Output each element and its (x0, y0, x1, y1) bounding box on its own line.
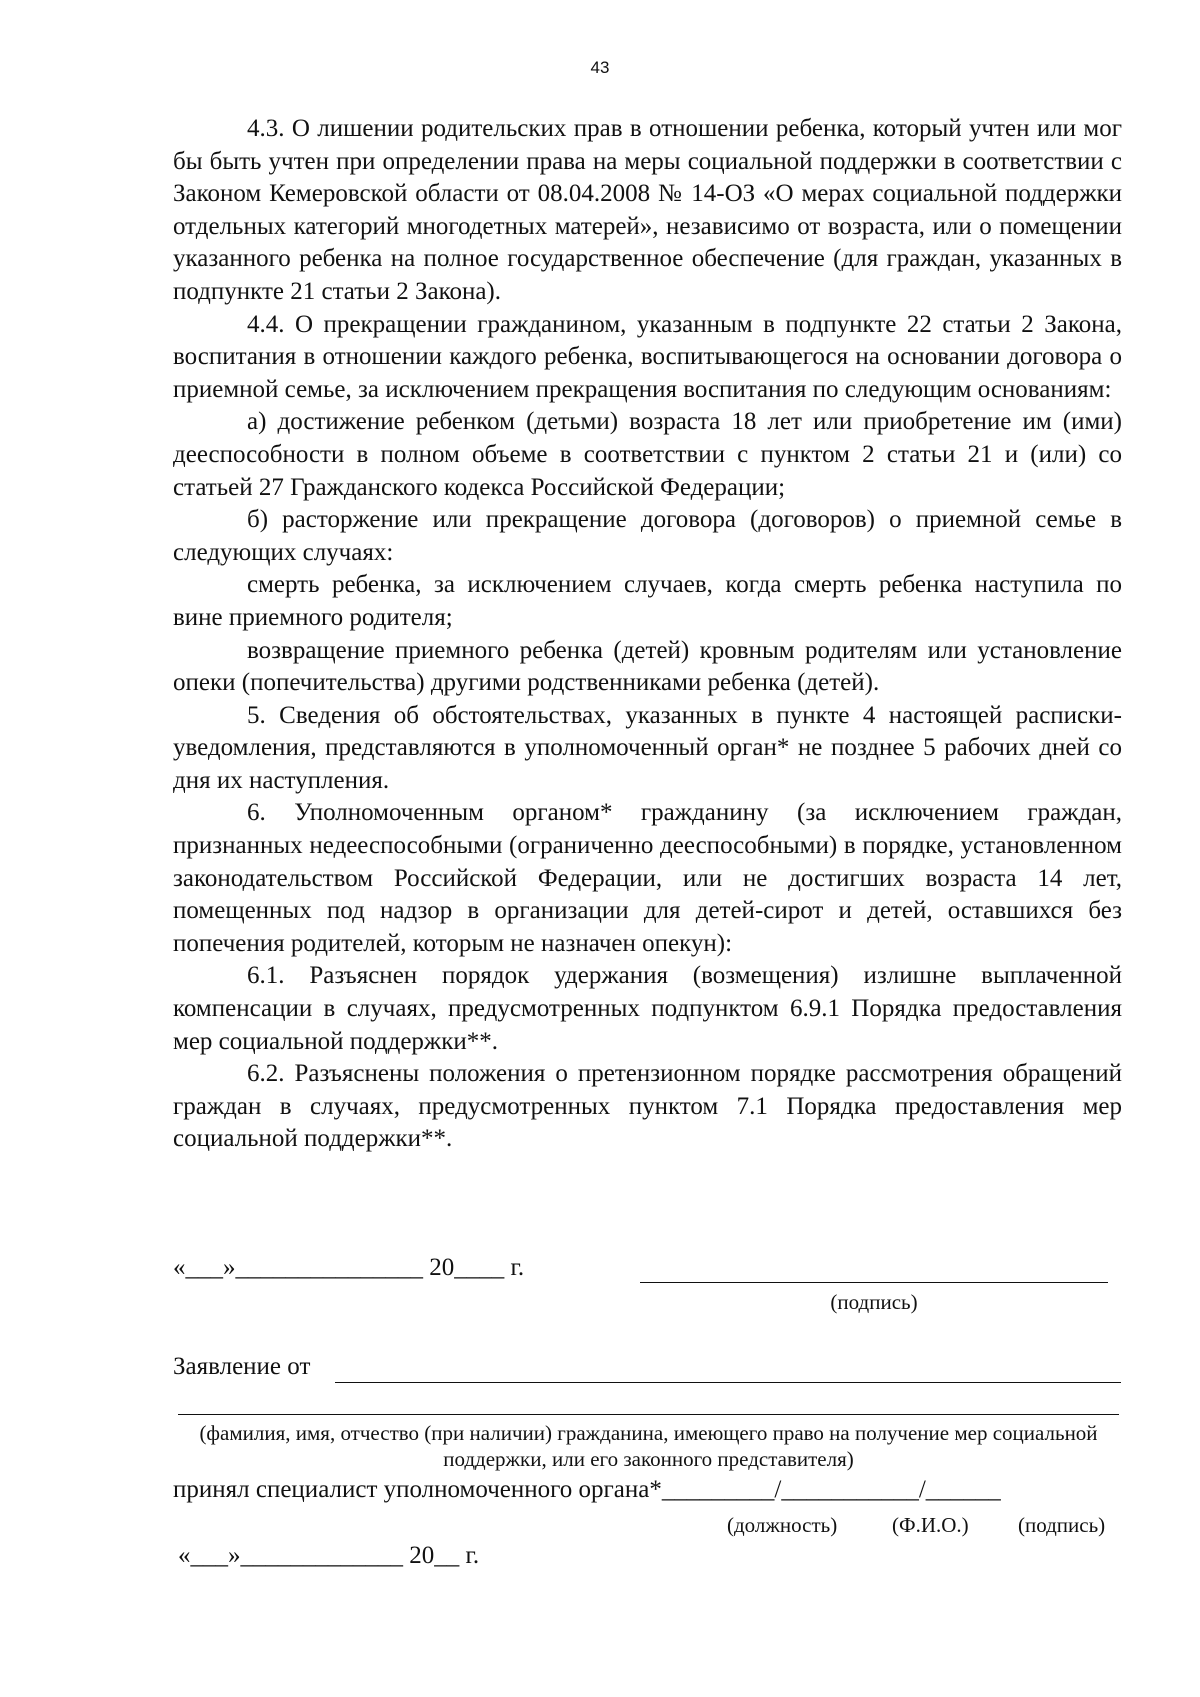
applicant-name-line (335, 1382, 1121, 1383)
paragraph-4-3: 4.3. О лишении родительских прав в отношении ребенка, который учтен или мог бы быть учтен при определении права на меры социальной поддержки в соответствии с Законом Кемеровской области от 08.04.2008 № 14-ОЗ «О мерах социальной поддержки отдельных категорий многодетных матерей», независимо от возраста, или о помещении указанного ребенка на полное государственное обеспечение (для граждан, указанных в подпункте 21 статьи 2 Закона). (173, 115, 1122, 305)
paragraph-4-4: 4.4. О прекращении гражданином, указанным в подпункте 22 статьи 2 Закона, воспитания в отношении каждого ребенка, воспитывающегося на основании договора о приемной семье, за исключением прекращения воспитания по следующим основаниям: (173, 310, 1122, 403)
date-line-2: «___»_____________ 20__ г. (178, 1542, 480, 1569)
document-body (173, 113, 1122, 1156)
paragraph-5: 5. Сведения об обстоятельствах, указанных в пункте 4 настоящей расписки-уведомления, представляются в уполномоченный орган* не позднее 5 рабочих дней со дня их наступления. (173, 701, 1122, 794)
signature-line (640, 1282, 1108, 1283)
paragraph-6: 6. Уполномоченным органом* гражданину (за исключением граждан, признанных недееспособными (ограниченно дееспособными) в порядке, установленном законодательством Российской Федерации, или не достигших возраста 14 лет, помещенных под надзор в организации для детей-сирот и детей, оставшихся без попечения родителей, которым не назначен опекун): (173, 799, 1122, 957)
position-caption: (должность) (727, 1513, 838, 1537)
date-line-1: «___»_______________ 20____ г. (173, 1254, 525, 1281)
paragraph-case-return: возвращение приемного ребенка (детей) кровным родителям или установление опеки (попечительства) другими родственниками ребенка (детей). (173, 636, 1122, 697)
accepted-by-specialist: принял специалист уполномоченного органа*_________/___________/______ (173, 1476, 1001, 1503)
paragraph-6-1: 6.1. Разъяснен порядок удержания (возмещения) излишне выплаченной компенсации в случаях, предусмотренных подпунктом 6.9.1 Порядка предоставления мер социальной поддержки**. (173, 962, 1122, 1055)
application-from-label: Заявление от (173, 1353, 311, 1380)
paragraph-4-4-a: а) достижение ребенком (детьми) возраста 18 лет или приобретение им (ими) дееспособности в полном объеме в соответствии с пунктом 2 статьи 21 и (или) со статьей 27 Гражданского кодекса Российской Федерации; (173, 408, 1122, 501)
page-number: 43 (590, 58, 610, 77)
applicant-name-line-2 (178, 1414, 1119, 1415)
paragraph-case-death: смерть ребенка, за исключением случаев, когда смерть ребенка наступила по вине приемного родителя; (173, 571, 1122, 631)
signature-caption-2: (подпись) (1018, 1513, 1106, 1537)
paragraph-6-2: 6.2. Разъяснены положения о претензионном порядке рассмотрения обращений граждан в случаях, предусмотренных пунктом 7.1 Порядка предоставления мер социальной поддержки**. (173, 1060, 1122, 1153)
applicant-caption: (фамилия, имя, отчество (при наличии) гражданина, имеющего право на получение мер социальной поддержки, или его законного представителя) (199, 1421, 1098, 1471)
fio-caption: (Ф.И.О.) (892, 1513, 969, 1537)
signature-caption: (подпись) (830, 1290, 918, 1314)
paragraph-4-4-b: б) расторжение или прекращение договора (договоров) о приемной семье в следующих случаях: (173, 506, 1122, 566)
